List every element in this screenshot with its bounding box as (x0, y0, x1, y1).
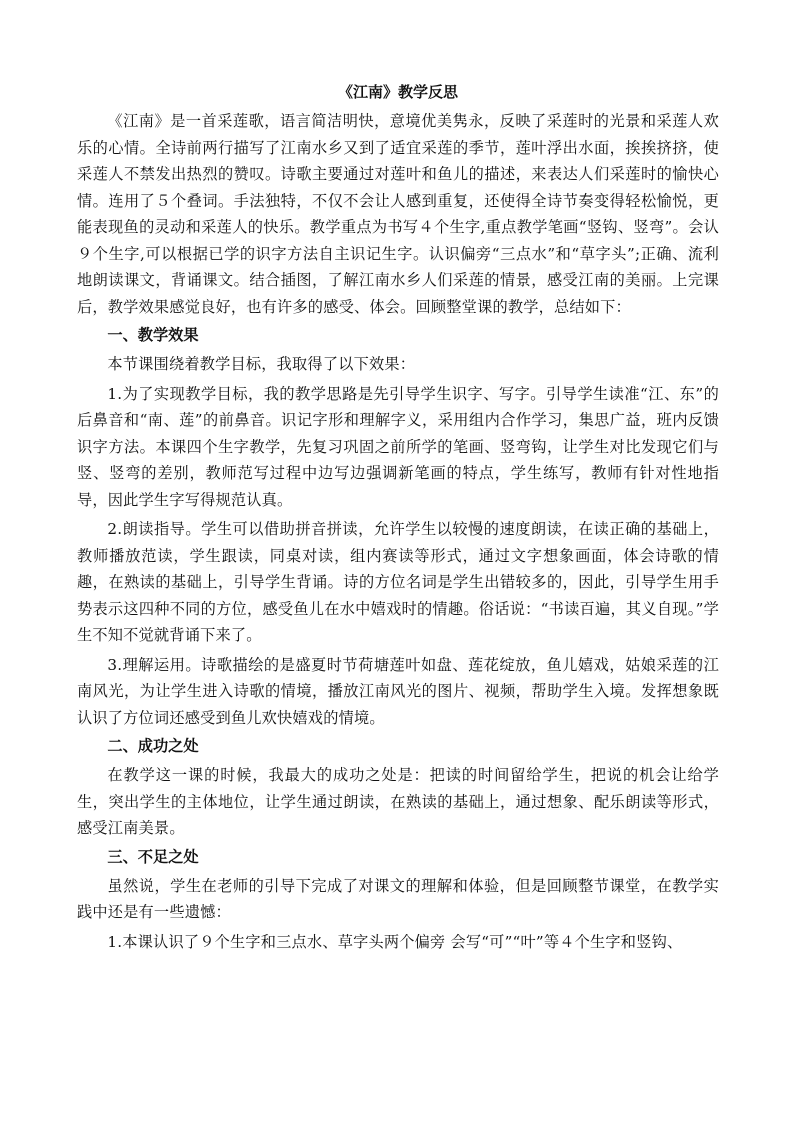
section1-item-1: 1.为了实现教学目标，我的教学思路是先引导学生识字、写字。引导学生读准“江、东”的后鼻音和“南、莲”的前鼻音。识记字形和理解字义，采用组内合作学习，集思广益，班内反馈识字方法。本课四个生字教学，先复习巩固之前所学的笔画、竖弯钩，让学生对比发现它们与竖、竖弯的差别，教师范写过程中边写边强调新笔画的特点，学生练写，教师有针对性地指导，因此学生字写得规范认真。 (77, 384, 719, 509)
section1-item-2: 2.朗读指导。学生可以借助拼音拼读，允许学生以较慢的速度朗读，在读正确的基础上，教师播放范读，学生跟读，同桌对读，组内赛读等形式，通过文字想象画面，体会诗歌的情趣，在熟读的基础上，引导学生背诵。诗的方位名词是学生出错较多的，因此，引导学生用手势表示这四种不同的方位，感受鱼儿在水中嬉戏时的情趣。俗话说：“书读百遍，其义自现。”学生不知不觉就背诵下来了。 (77, 520, 719, 644)
section3-item-1: 1.本课认识了９个生字和三点水、草字头两个偏旁 会写“可”“叶”等４个生字和竖钩、 (107, 932, 683, 951)
document-page (77, 80, 719, 955)
section-heading-teaching-effect: 一、教学效果 (107, 326, 199, 344)
intro-paragraph: 《江南》是一首采莲歌，语言简洁明快，意境优美隽永，反映了采莲时的光景和采莲人欢乐的心情。全诗前两行描写了江南水乡又到了适宜采莲的季节，莲叶浮出水面，挨挨挤挤，使采莲人不禁发出热烈的赞叹。诗歌主要通过对莲叶和鱼儿的描述，来表达人们采莲时的愉快心情。连用了５个叠词。手法独特，不仅不会让人感到重复，还使得全诗节奏变得轻松愉悦，更能表现鱼的灵动和采莲人的快乐。教学重点为书写４个生字,重点教学笔画“竖钩、竖弯”。会认９个生字,可以根据已学的识字方法自主识记生字。认识偏旁“三点水”和“草字头”;正确、流利地朗读课文，背诵课文。结合插图，了解江南水乡人们采莲的情景，感受江南的美丽。上完课后，教学效果感觉良好，也有许多的感受、体会。回顾整堂课的教学，总结如下： (77, 112, 719, 316)
section3-lead-paragraph: 虽然说，学生在老师的引导下完成了对课文的理解和体验，但是回顾整节课堂，在教学实践中还是有一些遗憾： (77, 876, 719, 921)
section-heading-shortcomings: 三、不足之处 (107, 847, 199, 866)
section-heading-success: 二、成功之处 (107, 737, 199, 755)
section2-paragraph: 在教学这一课的时候，我最大的成功之处是：把读的时间留给学生，把说的机会让给学生，突出学生的主体地位，让学生通过朗读，在熟读的基础上，通过想象、配乐朗读等形式，感受江南美景。 (77, 766, 719, 837)
section1-lead-paragraph: 本节课围绕着教学目标，我取得了以下效果： (107, 355, 416, 373)
section1-item-3: 3.理解运用。诗歌描绘的是盛夏时节荷塘莲叶如盘、莲花绽放，鱼儿嬉戏，姑娘采莲的江南风光，为让学生进入诗歌的情境，播放江南风光的图片、视频，帮助学生入境。发挥想象既认识了方位词还感受到鱼儿欢快嬉戏的情境。 (77, 655, 719, 727)
document-title: 《江南》教学反思 (337, 83, 458, 101)
